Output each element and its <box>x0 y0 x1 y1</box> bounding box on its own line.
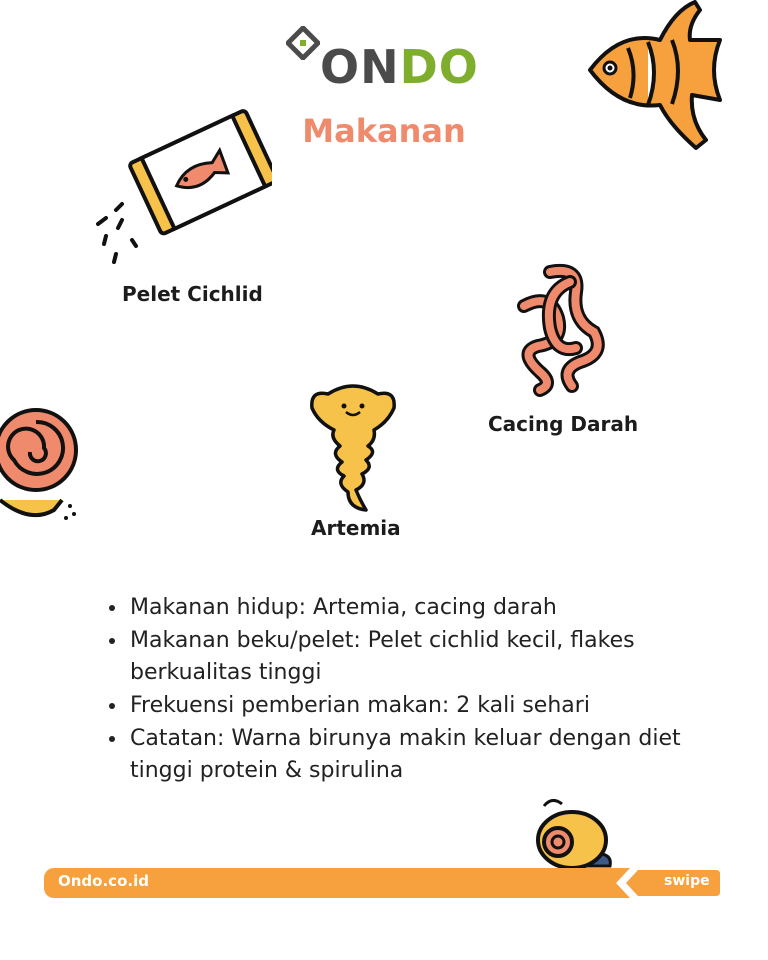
list-item: • Catatan: Warna birunya makin keluar dengan diet tinggi protein & spirulina <box>128 723 748 787</box>
food-label-artemia: Artemia <box>311 516 401 540</box>
list-item: • Frekuensi pemberian makan: 2 kali sehari <box>128 690 748 722</box>
swipe-button[interactable]: swipe <box>664 873 710 889</box>
fish-food-packet-icon <box>92 104 272 269</box>
list-item: • Makanan hidup: Artemia, cacing darah <box>128 592 748 624</box>
snail-icon <box>0 402 84 524</box>
brand-name <box>320 40 479 94</box>
food-label-pelet: Pelet Cichlid <box>122 282 263 306</box>
brand-name-part2: DO <box>399 40 479 94</box>
artemia-icon <box>308 380 398 515</box>
angelfish-icon <box>580 0 730 150</box>
footer-site-link[interactable]: Ondo.co.id <box>58 872 149 890</box>
logo-mark-icon <box>286 26 320 60</box>
brand-logo <box>286 22 486 102</box>
feeding-info-list <box>104 592 748 788</box>
list-item: • Makanan beku/pelet: Pelet cichlid kecil, flakes berkualitas tinggi <box>128 625 748 689</box>
brand-name-part1: ON <box>320 40 400 94</box>
page-title: Makanan <box>302 112 466 150</box>
small-snail-icon <box>526 796 614 868</box>
food-label-cacing: Cacing Darah <box>488 412 639 436</box>
bloodworm-icon <box>510 262 610 397</box>
